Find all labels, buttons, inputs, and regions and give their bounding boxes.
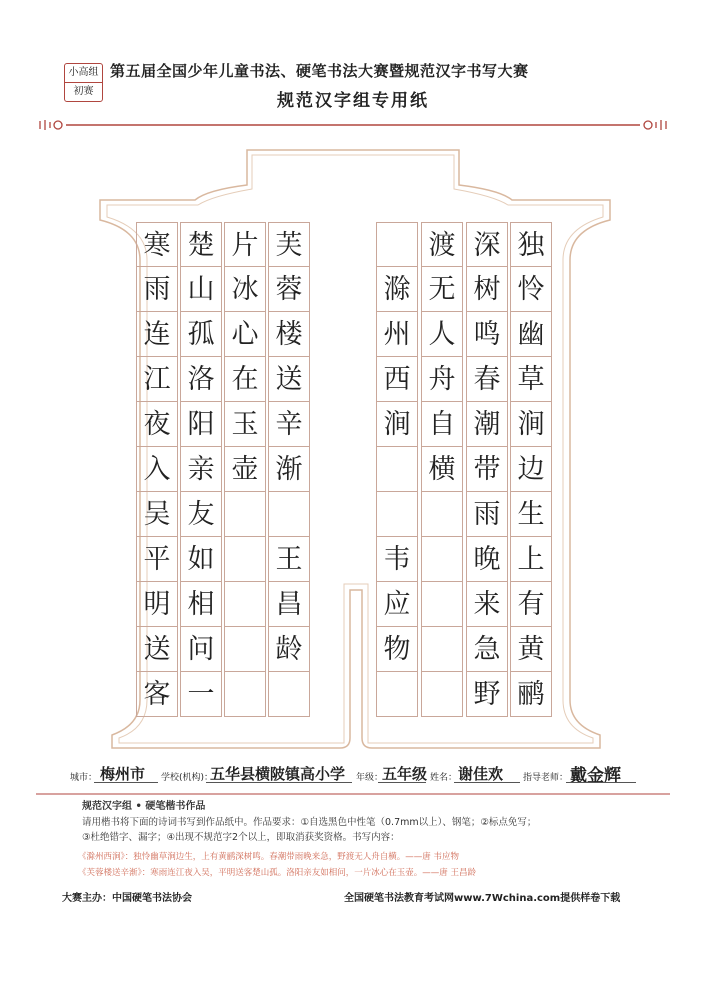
grid-cell: 楚: [180, 222, 222, 267]
grid-cell: 龄: [268, 627, 310, 672]
grid-cell: [224, 537, 266, 582]
grid-cell: [376, 492, 418, 537]
city-value: 梅州市: [100, 765, 146, 783]
grid-cell: 壶: [224, 447, 266, 492]
grid-cell: 寒: [136, 222, 178, 267]
grid-cell: 客: [136, 672, 178, 717]
grid-cell: 亲: [180, 447, 222, 492]
grid-cell: 一: [180, 672, 222, 717]
grid-cell: 物: [376, 627, 418, 672]
grid-cell: [421, 582, 463, 627]
grid-cell: 心: [224, 312, 266, 357]
grid-cell: 片: [224, 222, 266, 267]
school-underline: [206, 782, 352, 783]
grid-cell: 涧: [510, 402, 552, 447]
grid-cell: 芙: [268, 222, 310, 267]
grid-cell: [376, 222, 418, 267]
poem-1-text: 《滁州西涧》：独怜幽草涧边生，上有黄鹂深树鸣。春潮带雨晚来急，野渡无人舟自横。——唐 韦应物: [78, 852, 459, 862]
badge-stage-label: 初赛: [73, 86, 94, 97]
grid-cell: 孤: [180, 312, 222, 357]
grade-label: 年级：: [356, 773, 384, 783]
grid-cell: 潮: [466, 402, 508, 447]
grid-cell: 人: [421, 312, 463, 357]
grid-cell: [421, 672, 463, 717]
grid-cell: 阳: [180, 402, 222, 447]
grid-cell: 入: [136, 447, 178, 492]
grid-cell: 如: [180, 537, 222, 582]
grid-cell: 玉: [224, 402, 266, 447]
grid-cell: 滁: [376, 267, 418, 312]
website-text: 全国硬笔书法教育考试网www.7Wchina.com提供样卷下载: [344, 893, 621, 904]
grid-cell: 应: [376, 582, 418, 627]
grid-cell: 野: [466, 672, 508, 717]
grid-cell: 黄: [510, 627, 552, 672]
grid-cell: 王: [268, 537, 310, 582]
grid-cell: 雨: [136, 267, 178, 312]
grid-cell: 西: [376, 357, 418, 402]
grid-cell: 急: [466, 627, 508, 672]
grid-cell: 友: [180, 492, 222, 537]
badge-group-label: 小高组: [65, 64, 102, 83]
grid-cell: 韦: [376, 537, 418, 582]
grid-cell: [376, 447, 418, 492]
grid-cell: 吴: [136, 492, 178, 537]
grade-value: 五年级: [382, 765, 428, 783]
grid-cell: [421, 537, 463, 582]
grid-cell: 草: [510, 357, 552, 402]
grid-cell: 夜: [136, 402, 178, 447]
teacher-underline: [566, 782, 636, 783]
grid-cell: 舟: [421, 357, 463, 402]
grid-cell: 横: [421, 447, 463, 492]
grid-cell: 晚: [466, 537, 508, 582]
requirements-heading: 规范汉字组 • 硬笔楷书作品: [82, 801, 206, 812]
grid-cell: [421, 627, 463, 672]
city-label: 城市：: [70, 773, 98, 783]
grid-cell: 送: [136, 627, 178, 672]
name-value: 谢佳欢: [458, 765, 504, 783]
grid-cell: 在: [224, 357, 266, 402]
teacher-value: 戴金辉: [570, 766, 621, 786]
grid-cell: 江: [136, 357, 178, 402]
grid-cell: 生: [510, 492, 552, 537]
grid-cell: 蓉: [268, 267, 310, 312]
grid-cell: 幽: [510, 312, 552, 357]
grid-cell: 树: [466, 267, 508, 312]
grid-cell: 送: [268, 357, 310, 402]
requirements-line-1: 请用楷书将下面的诗词书写到作品纸中。作品要求：①自选黑色中性笔（0.7mm以上）、钢笔；②标点免写；: [82, 817, 537, 828]
grid-cell: [224, 627, 266, 672]
grid-cell: 渐: [268, 447, 310, 492]
requirements-line-2: ③杜绝错字、漏字；④出现不规范字2个以上，即取消获奖资格。书写内容：: [82, 832, 400, 843]
grid-cell: [268, 492, 310, 537]
school-value: 五华县横陂镇高小学: [210, 765, 346, 783]
name-underline: [454, 782, 520, 783]
grid-cell: [224, 672, 266, 717]
grid-cell: 明: [136, 582, 178, 627]
grid-cell: 辛: [268, 402, 310, 447]
grid-cell: 深: [466, 222, 508, 267]
grid-cell: 独: [510, 222, 552, 267]
grid-cell: 相: [180, 582, 222, 627]
grid-cell: 渡: [421, 222, 463, 267]
grid-cell: 涧: [376, 402, 418, 447]
name-label: 姓名：: [430, 773, 458, 783]
paper-subtitle: 规范汉字组专用纸: [277, 91, 429, 111]
grid-cell: 洛: [180, 357, 222, 402]
grid-cell: 无: [421, 267, 463, 312]
grid-cell: [224, 582, 266, 627]
organizer-text: 大赛主办：中国硬笔书法协会: [62, 893, 192, 904]
school-label: 学校(机构)：: [161, 773, 214, 783]
grid-cell: 州: [376, 312, 418, 357]
grid-cell: 问: [180, 627, 222, 672]
city-underline: [94, 782, 158, 783]
grid-cell: 来: [466, 582, 508, 627]
grid-cell: 连: [136, 312, 178, 357]
grid-cell: [224, 492, 266, 537]
grid-cell: 昌: [268, 582, 310, 627]
grid-cell: [376, 672, 418, 717]
grid-cell: 平: [136, 537, 178, 582]
grid-cell: 自: [421, 402, 463, 447]
grid-cell: 怜: [510, 267, 552, 312]
grid-cell: 春: [466, 357, 508, 402]
grade-underline: [378, 782, 426, 783]
grid-cell: 带: [466, 447, 508, 492]
grid-cell: 鸣: [466, 312, 508, 357]
grid-cell: [268, 672, 310, 717]
teacher-label: 指导老师：: [523, 773, 569, 783]
competition-title: 第五届全国少年儿童书法、硬笔书法大赛暨规范汉字书写大赛: [110, 62, 529, 80]
grid-cell: 楼: [268, 312, 310, 357]
poem-2-text: 《芙蓉楼送辛渐》：寒雨连江夜入吴，平明送客楚山孤。洛阳亲友如相问，一片冰心在玉壶。——唐 王昌龄: [78, 868, 476, 878]
grid-cell: 有: [510, 582, 552, 627]
grid-cell: 冰: [224, 267, 266, 312]
grid-cell: 上: [510, 537, 552, 582]
grid-cell: [421, 492, 463, 537]
grid-cell: 边: [510, 447, 552, 492]
grid-cell: 山: [180, 267, 222, 312]
grid-cell: 鹂: [510, 672, 552, 717]
grid-cell: 雨: [466, 492, 508, 537]
